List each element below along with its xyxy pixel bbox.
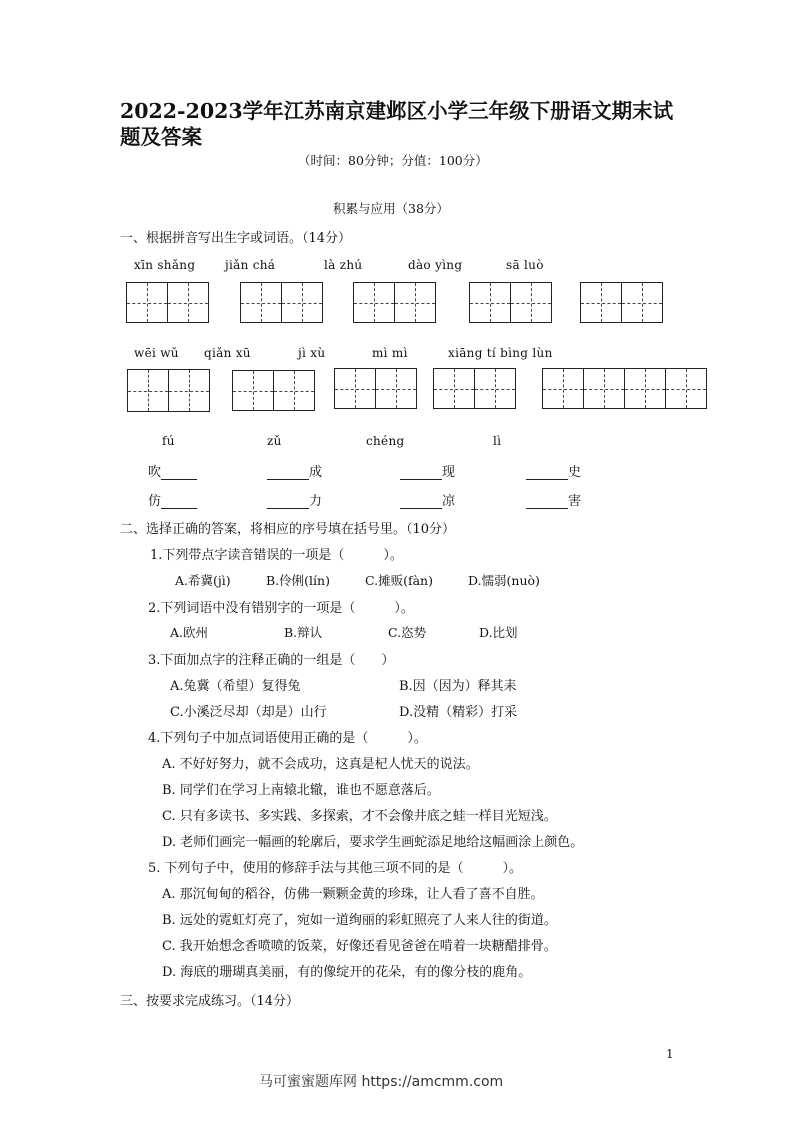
pinyin-label: sā luò — [506, 258, 544, 272]
question-1: 1.下列带点字读音错误的一项是（ ）。 — [150, 548, 403, 563]
answer-blank[interactable] — [267, 465, 309, 480]
q4-option-b: B. 同学们在学习上南辕北辙，谁也不愿意落后。 — [162, 783, 440, 798]
pinyin-label: mì mì — [372, 346, 408, 360]
fill-item — [267, 461, 322, 480]
writing-cell[interactable] — [584, 369, 625, 409]
answer-blank[interactable] — [161, 494, 197, 509]
page-number: 1 — [666, 1047, 674, 1061]
fill-char: 害 — [568, 494, 582, 509]
writing-cell[interactable] — [511, 283, 552, 323]
q1-option-c: C.摊贩(fàn) — [365, 573, 433, 588]
time-info: （时间：80分钟；分值：100分） — [298, 153, 488, 168]
writing-cell[interactable] — [233, 371, 274, 411]
fill-char: 史 — [568, 465, 582, 480]
pinyin-label: dào yìng — [408, 258, 463, 272]
q2-option-d: D.比划 — [479, 625, 518, 640]
writing-cell[interactable] — [169, 370, 210, 412]
writing-cell[interactable] — [168, 283, 209, 323]
writing-cell[interactable] — [625, 369, 666, 409]
answer-blank[interactable] — [267, 494, 309, 509]
fill-item — [400, 461, 455, 480]
pinyin-label: fú — [162, 434, 175, 448]
q2-option-a: A.欧州 — [170, 625, 209, 640]
q2-option-b: B.辩认 — [284, 625, 323, 640]
writing-cell[interactable] — [241, 283, 282, 323]
writing-grid[interactable] — [353, 282, 436, 323]
writing-grid[interactable] — [127, 369, 210, 412]
q5-option-c: C. 我开始想念香喷喷的饭菜，好像还看见爸爸在啃着一块糖醋排骨。 — [162, 939, 557, 954]
writing-grid[interactable] — [232, 370, 315, 411]
pinyin-label: xiāng tí bìng lùn — [448, 346, 553, 360]
question-5: 5. 下列句子中，使用的修辞手法与其他三项不同的是（ ）。 — [148, 861, 523, 876]
q4-option-a: A. 不好好努力，就不会成功，这真是杞人忧天的说法。 — [162, 757, 479, 772]
q3-option-d: D.没精（精彩）打采 — [399, 705, 518, 720]
writing-cell[interactable] — [470, 283, 511, 323]
pinyin-label: wēi wǔ — [134, 346, 179, 360]
pinyin-label: jì xù — [298, 346, 326, 360]
question-4: 4.下列句子中加点词语使用正确的是（ ）。 — [148, 731, 427, 746]
fill-char: 吹 — [148, 465, 162, 480]
fill-char: 成 — [309, 465, 323, 480]
writing-grid[interactable] — [580, 282, 663, 323]
q3-option-a: A.兔冀（希望）复得兔 — [170, 679, 301, 694]
q5-option-b: B. 远处的霓虹灯亮了，宛如一道绚丽的彩虹照亮了人来人往的街道。 — [162, 913, 557, 928]
writing-grid[interactable] — [433, 368, 516, 409]
fill-item — [526, 461, 581, 480]
section-heading: 积累与应用（38分） — [333, 201, 449, 216]
writing-grid-wide[interactable] — [542, 368, 707, 409]
writing-cell[interactable] — [543, 369, 584, 409]
writing-cell[interactable] — [395, 283, 436, 323]
page-title: 2022-2023学年江苏南京建邺区小学三年级下册语文期末试 — [120, 99, 674, 123]
writing-cell[interactable] — [475, 369, 516, 409]
fill-char: 力 — [309, 494, 323, 509]
fill-item — [267, 490, 322, 509]
q1-option-a: A.希冀(jì) — [175, 573, 231, 588]
answer-blank[interactable] — [161, 465, 197, 480]
writing-cell[interactable] — [354, 283, 395, 323]
pinyin-label: xīn shǎng — [134, 258, 196, 272]
q2-option-c: C.恣势 — [388, 625, 427, 640]
q4-option-c: C. 只有多读书、多实践、多探索，才不会像井底之蛙一样目光短浅。 — [162, 809, 557, 824]
writing-cell[interactable] — [335, 369, 376, 409]
writing-cell[interactable] — [666, 369, 707, 409]
writing-cell[interactable] — [128, 370, 169, 412]
part1-heading: 一、根据拼音写出生字或词语。（14分） — [120, 231, 352, 246]
q5-option-d: D. 海底的珊瑚真美丽，有的像绽开的花朵，有的像分枝的鹿角。 — [162, 965, 532, 980]
answer-blank[interactable] — [400, 494, 442, 509]
footer-watermark: 马可蜜蜜题库网 https://amcmm.com — [259, 1074, 504, 1090]
pinyin-label: lì — [493, 434, 502, 448]
question-3: 3.下面加点字的注释正确的一组是（ ） — [148, 653, 395, 668]
writing-grid[interactable] — [469, 282, 552, 323]
q5-option-a: A. 那沉甸甸的稻谷，仿佛一颗颗金黄的珍珠，让人看了喜不自胜。 — [162, 887, 544, 902]
part3-heading: 三、按要求完成练习。（14分） — [120, 994, 300, 1009]
fill-item — [148, 490, 197, 509]
writing-grid[interactable] — [240, 282, 323, 323]
pinyin-label: jiǎn chá — [225, 258, 276, 272]
pinyin-label: zǔ — [267, 434, 282, 448]
pinyin-label: qiǎn xū — [204, 346, 251, 360]
q3-option-b: B.因（因为）释其耒 — [399, 679, 517, 694]
fill-item — [400, 490, 455, 509]
pinyin-label: là zhú — [324, 258, 363, 272]
q4-option-d: D. 老师们画完一幅画的轮廓后，要求学生画蛇添足地给这幅画涂上颜色。 — [162, 835, 584, 850]
writing-grid[interactable] — [334, 368, 417, 409]
writing-cell[interactable] — [434, 369, 475, 409]
writing-cell[interactable] — [581, 283, 622, 323]
answer-blank[interactable] — [526, 465, 568, 480]
fill-item — [526, 490, 581, 509]
fill-char: 现 — [442, 465, 456, 480]
fill-item — [148, 461, 197, 480]
writing-cell[interactable] — [127, 283, 168, 323]
answer-blank[interactable] — [526, 494, 568, 509]
q1-option-d: D.懦弱(nuò) — [468, 573, 540, 588]
writing-cell[interactable] — [376, 369, 417, 409]
answer-blank[interactable] — [400, 465, 442, 480]
writing-cell[interactable] — [274, 371, 315, 411]
page-title-line2: 题及答案 — [120, 125, 202, 149]
pinyin-label: chéng — [366, 434, 405, 448]
part2-heading: 二、选择正确的答案，将相应的序号填在括号里。（10分） — [120, 522, 456, 537]
q3-option-c: C.小溪泛尽却（却是）山行 — [170, 705, 327, 720]
writing-grid[interactable] — [126, 282, 209, 323]
writing-cell[interactable] — [282, 283, 323, 323]
fill-char: 凉 — [442, 494, 456, 509]
question-2: 2.下列词语中没有错别字的一项是（ ）。 — [148, 601, 414, 616]
fill-char: 仿 — [148, 494, 162, 509]
writing-cell[interactable] — [622, 283, 663, 323]
q1-option-b: B.伶俐(lín) — [266, 573, 330, 588]
